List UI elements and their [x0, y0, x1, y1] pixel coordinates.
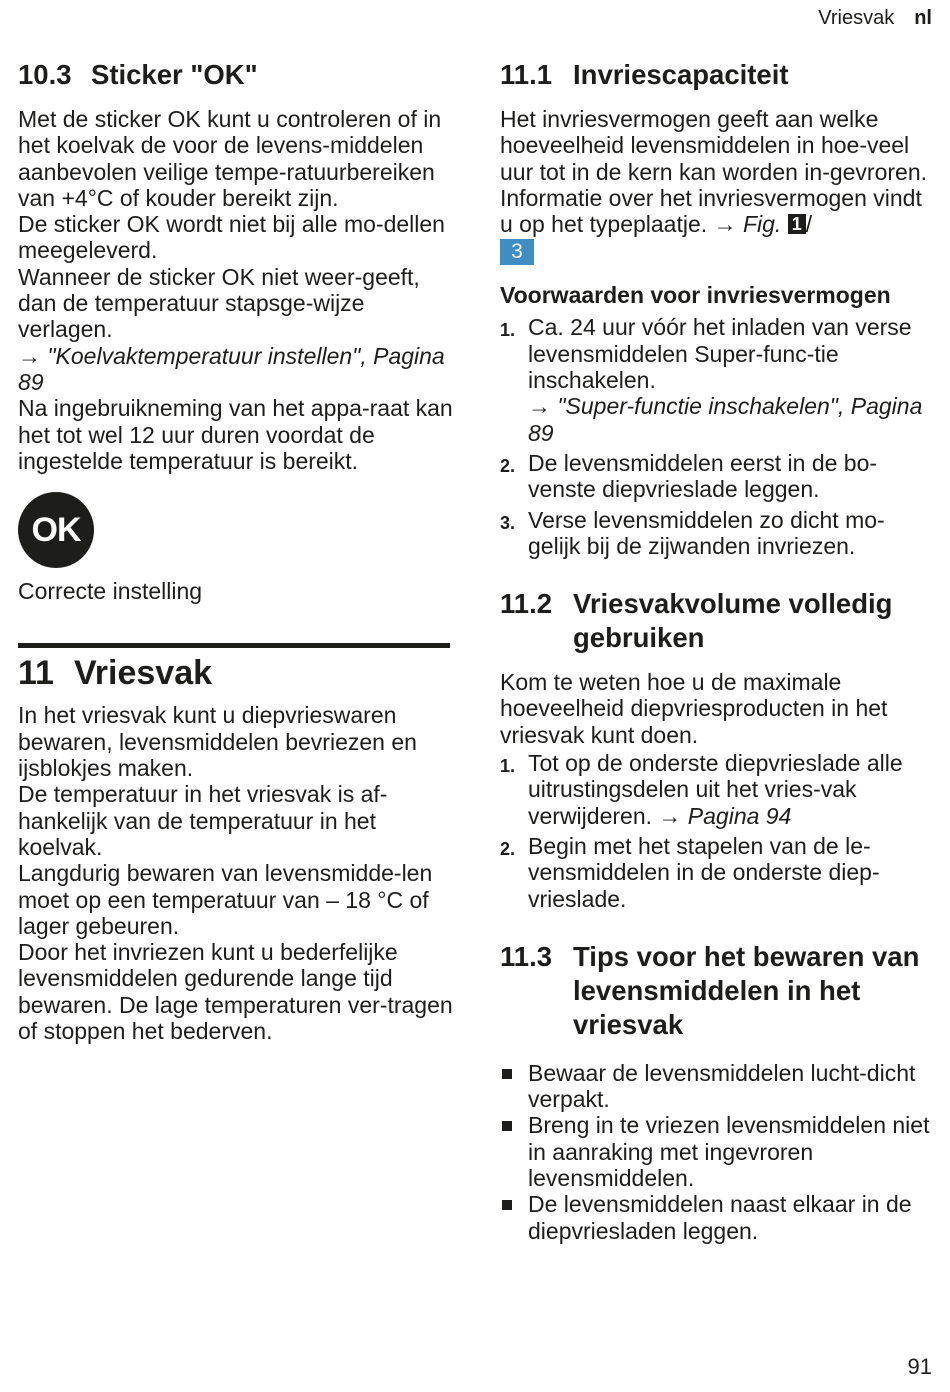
step-text: Ca. 24 uur vóór het inladen van verse levensmiddelen Super-func-tie inschakelen.	[528, 314, 912, 394]
step-number: 2.	[500, 838, 516, 859]
paragraph: Met de sticker OK kunt u controleren of in het koelvak de voor de levens-middelen aanbevolen veilige tempe-ratuurbereiken van +4°C of kouder bereikt zijn.	[18, 106, 442, 211]
bullet-text: De levensmiddelen naast elkaar in de diepvriesladen leggen.	[528, 1191, 912, 1244]
step-number: 3.	[500, 512, 516, 533]
figure-badge: 1	[788, 214, 806, 234]
page-number: 91	[907, 1354, 932, 1379]
header-lang: nl	[914, 7, 932, 29]
heading-11-3	[500, 940, 932, 1042]
list-item	[500, 833, 932, 912]
heading-number: 11.2	[500, 588, 553, 620]
paragraph: Door het invriezen kunt u bederfelijke levensmiddelen gedurende lange tijd bewaren. De lage temperaturen ver-tragen of stoppen het bederven.	[18, 939, 453, 1045]
heading-title: Vriesvak	[74, 654, 213, 693]
heading-title: Invriescapaciteit	[573, 59, 789, 90]
paragraph: Na ingebruikneming van het appa-raat kan het tot wel 12 uur duren voordat de ingestelde temperatuur is bereikt.	[18, 395, 453, 474]
step-number: 2.	[500, 455, 516, 476]
ok-sticker-label: OK	[31, 510, 81, 549]
paragraph: Wanneer de sticker OK niet weer-geeft, dan de temperatuur stapsge-wijze verlagen.	[18, 263, 420, 343]
cross-reference-link[interactable]: → Pagina 94	[658, 802, 792, 829]
heading-title: Vriesvakvolume volledig gebruiken	[573, 588, 893, 654]
left-column	[18, 58, 454, 1044]
list-item	[500, 314, 932, 445]
bullet-icon	[500, 1060, 528, 1113]
header-section: Vriesvak	[818, 7, 895, 29]
cross-reference-link[interactable]: → "Koelvaktemperatuur instellen", Pagina 89	[18, 342, 445, 395]
steps-list	[500, 314, 932, 559]
bullet-list	[500, 1060, 932, 1244]
list-item	[500, 507, 932, 560]
step-text: De levensmiddelen eerst in de bo-venste diepvrieslade leggen.	[528, 449, 878, 503]
figure-caption: Correcte instelling	[18, 578, 203, 605]
paragraph-with-figure-ref	[500, 185, 932, 266]
cross-reference-link[interactable]: → "Super-functie inschakelen", Pagina 89	[528, 393, 923, 446]
paragraph: De sticker OK wordt niet bij alle mo-dellen meegeleverd.	[18, 211, 445, 264]
figure-badge-blue: 3	[500, 239, 534, 265]
steps-list	[500, 750, 932, 912]
heading-11	[18, 652, 454, 694]
list-item	[500, 1060, 932, 1113]
paragraph-text: Informatie over het invriesvermogen vindt u op het typeplaatje.	[500, 184, 922, 238]
paragraph: Kom te weten hoe u de maximale hoeveelheid diepvriesproducten in het vriesvak kunt doen.	[500, 669, 888, 748]
list-item	[500, 1191, 932, 1244]
heading-title: Sticker "OK"	[91, 59, 258, 90]
heading-number: 10.3	[18, 59, 72, 90]
list-item	[500, 750, 932, 829]
figure-separator: /	[805, 211, 813, 238]
step-text: Verse levensmiddelen zo dicht mo-gelijk bij de zijwanden invriezen.	[528, 506, 885, 559]
heading-number: 11.1	[500, 59, 553, 90]
paragraph: De temperatuur in het vriesvak is af-hankelijk van de temperatuur in het koelvak.	[18, 781, 388, 860]
paragraph: Het invriesvermogen geeft aan welke hoeveelheid levensmiddelen in hoe-veel uur tot in de kern kan worden in-gevroren.	[500, 106, 928, 185]
bullet-icon	[500, 1191, 528, 1244]
list-item	[500, 450, 932, 503]
bullet-text: Breng in te vriezen levensmiddelen niet in aanraking met ingevroren levensmiddelen.	[528, 1112, 930, 1192]
bullet-icon	[500, 1112, 528, 1191]
bullet-text: Bewaar de levensmiddelen lucht-dicht verpakt.	[528, 1059, 916, 1113]
step-text: Begin met het stapelen van de le-vensmiddelen in de onderste diep-vrieslade.	[528, 832, 880, 912]
step-text: Tot op de onderste diepvrieslade alle uitrustingsdelen uit het vries-vak verwijderen.	[528, 750, 903, 829]
right-column	[500, 58, 932, 1244]
paragraph: Langdurig bewaren van levensmidde-len moet op een temperatuur van – 18 °C of lager gebeuren.	[18, 860, 433, 939]
ok-sticker-icon	[18, 492, 94, 568]
heading-10-3	[18, 58, 454, 92]
heading-11-1	[500, 58, 932, 92]
heading-number: 11.3	[500, 940, 553, 972]
subheading: Voorwaarden voor invriesvermogen	[500, 282, 891, 309]
paragraph: In het vriesvak kunt u diepvrieswaren bewaren, levensmiddelen bevriezen en ijsblokjes maken.	[18, 702, 417, 782]
heading-11-2	[500, 587, 932, 655]
step-number: 1.	[500, 320, 516, 341]
page-header	[818, 7, 932, 30]
heading-number: 11	[18, 654, 54, 693]
heading-title: Tips voor het bewaren van levensmiddelen in het vriesvak	[573, 940, 920, 1040]
figure-reference-link[interactable]: → Fig.	[713, 211, 782, 238]
list-item	[500, 1112, 932, 1191]
step-number: 1.	[500, 756, 516, 777]
